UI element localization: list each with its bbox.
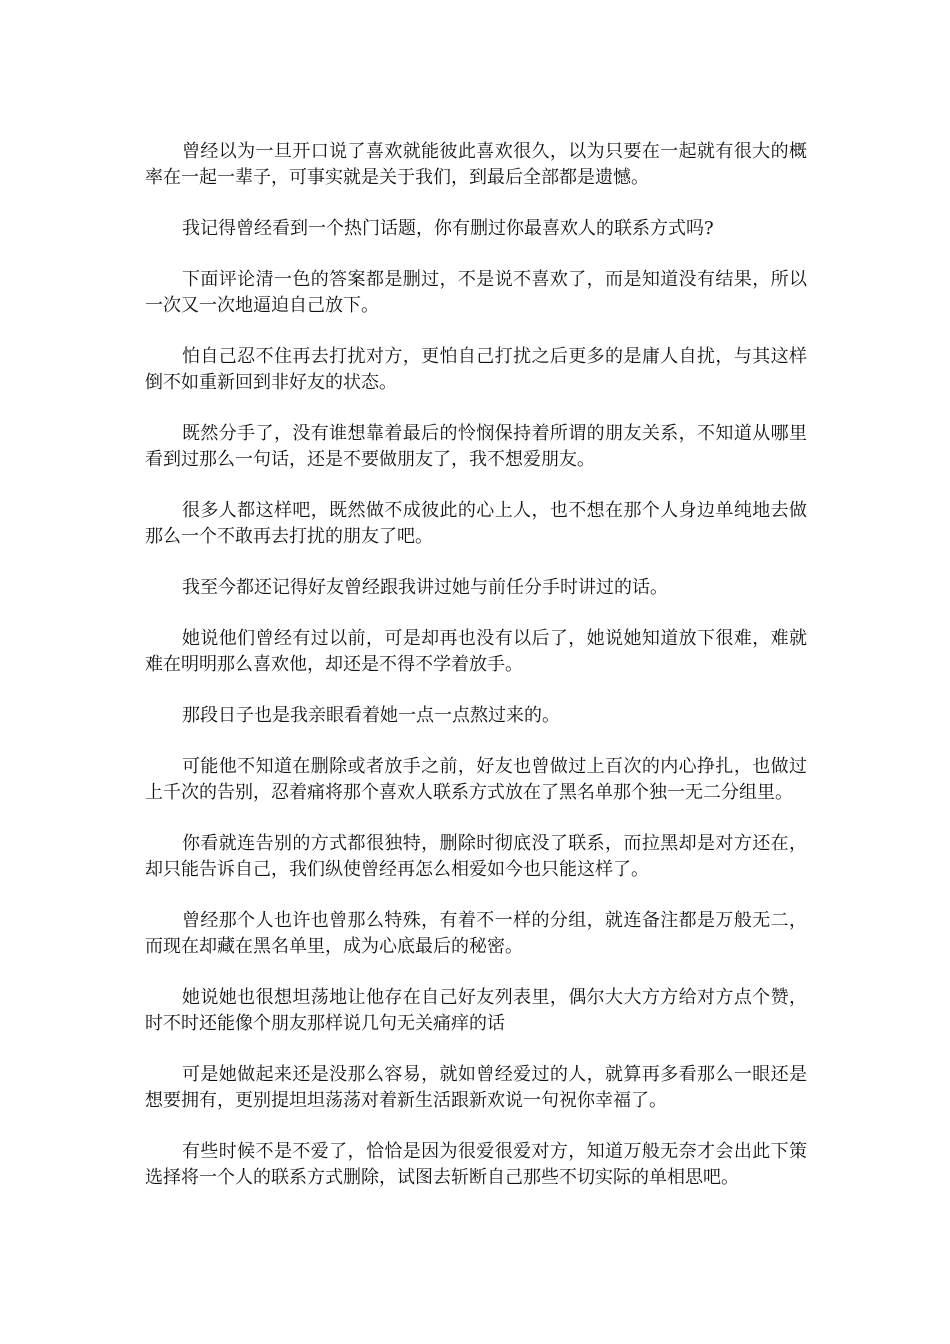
paragraph-12: 曾经那个人也许也曾那么特殊，有着不一样的分组，就连备注都是万般无二，而现在却藏在黑名单里，成为心底最后的秘密。 <box>145 910 807 957</box>
paragraph-3: 下面评论清一色的答案都是删过，不是说不喜欢了，而是知道没有结果，所以一次又一次地逼迫自己放下。 <box>145 269 807 316</box>
paragraph-9: 那段日子也是我亲眼看着她一点一点熬过来的。 <box>182 705 560 726</box>
paragraph-14: 可是她做起来还是没那么容易，就如曾经爱过的人，就算再多看那么一眼还是想要拥有，更别提坦坦荡荡对着新生活跟新欢说一句祝你幸福了。 <box>145 1064 807 1111</box>
paragraph-5: 既然分手了，没有谁想靠着最后的怜悯保持着所谓的朋友关系，不知道从哪里看到过那么一句话，还是不要做朋友了，我不想爱朋友。 <box>145 423 807 470</box>
paragraph-15: 有些时候不是不爱了，恰恰是因为很爱很爱对方，知道万般无奈才会出此下策选择将一个人的联系方式删除，试图去斩断自己那些不切实际的单相思吧。 <box>145 1141 807 1188</box>
paragraph-8: 她说他们曾经有过以前，可是却再也没有以后了，她说她知道放下很难，难就难在明明那么喜欢他，却还是不得不学着放手。 <box>145 628 807 675</box>
paragraph-6: 很多人都这样吧，既然做不成彼此的心上人，也不想在那个人身边单纯地去做那么一个不敢再去打扰的朋友了吧。 <box>145 500 807 547</box>
document-body <box>145 139 807 1216</box>
paragraph-7: 我至今都还记得好友曾经跟我讲过她与前任分手时讲过的话。 <box>182 577 668 598</box>
paragraph-13: 她说她也很想坦荡地让他存在自己好友列表里，偶尔大大方方给对方点个赞，时不时还能像个朋友那样说几句无关痛痒的话 <box>145 987 807 1034</box>
paragraph-4: 怕自己忍不住再去打扰对方，更怕自己打扰之后更多的是庸人自扰，与其这样倒不如重新回到非好友的状态。 <box>145 346 807 393</box>
paragraph-11: 你看就连告别的方式都很独特，删除时彻底没了联系，而拉黑却是对方还在，却只能告诉自己，我们纵使曾经再怎么相爱如今也只能这样了。 <box>145 833 807 880</box>
paragraph-2: 我记得曾经看到一个热门话题，你有删过你最喜欢人的联系方式吗? <box>182 218 714 239</box>
paragraph-10: 可能他不知道在删除或者放手之前，好友也曾做过上百次的内心挣扎，也做过上千次的告别，忍着痛将那个喜欢人联系方式放在了黑名单那个独一无二分组里。 <box>145 756 807 803</box>
paragraph-1: 曾经以为一旦开口说了喜欢就能彼此喜欢很久，以为只要在一起就有很大的概率在一起一辈子，可事实就是关于我们，到最后全部都是遗憾。 <box>145 141 807 188</box>
